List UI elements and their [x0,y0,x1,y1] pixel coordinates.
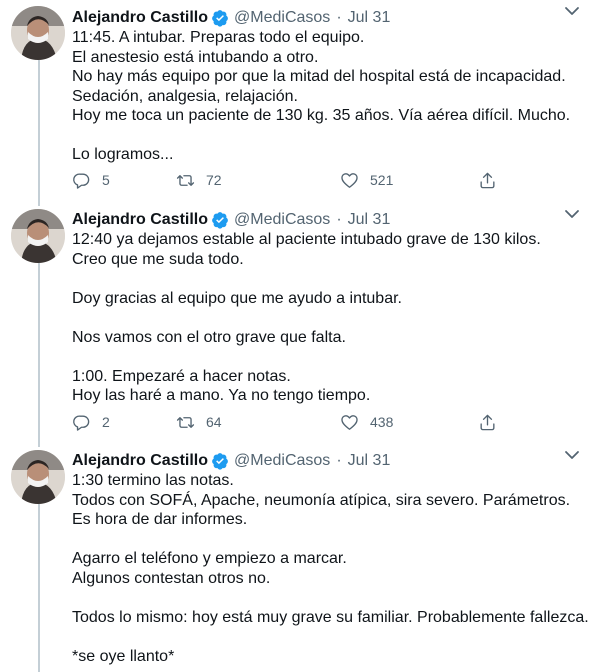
like-count: 438 [370,414,394,430]
tweet-line: Hoy las haré a mano. Ya no tengo tiempo. [72,387,371,404]
tweet-actions [72,169,512,191]
tweet-date[interactable]: Jul 31 [347,452,391,469]
tweet-line: Sedación, analgesia, relajación. [72,87,298,105]
blank-line [72,530,582,550]
retweet-count: 64 [206,414,222,430]
blank-line [72,627,582,647]
reply-count: 5 [102,172,110,188]
reply-button[interactable] [72,411,110,433]
retweet-button[interactable] [176,411,222,433]
blank-line [72,588,582,608]
separator-dot: · [336,9,342,26]
avatar[interactable] [11,450,65,504]
like-button[interactable] [340,411,393,433]
tweet-line: Agarro el teléfono y empiezo a marcar. [72,550,347,567]
author-name[interactable]: Alejandro Castillo [72,211,209,228]
like-count: 521 [370,172,394,188]
tweet-date[interactable]: Jul 31 [347,9,391,26]
blank-line [72,347,582,367]
blank-line [72,126,582,146]
tweet-line: No hay más equipo por que la mitad del hospital está de incapacidad. [72,68,566,85]
author-name[interactable]: Alejandro Castillo [72,452,209,469]
reply-count: 2 [102,414,110,430]
separator-dot: · [336,452,342,469]
share-icon [478,171,497,190]
tweet-line: Todos lo mismo: hoy está muy grave su familiar. Probablemente fallezca. [72,608,589,626]
author-handle[interactable]: @MediCasos [234,211,331,228]
reply-icon [72,413,91,432]
verified-badge-icon [211,211,229,229]
tweet-line: 1:00. Empezaré a hacer notas. [72,367,291,385]
retweet-button[interactable] [176,169,222,191]
blank-line [72,269,582,289]
separator-dot: · [336,211,342,228]
chevron-down-icon[interactable] [562,207,582,221]
tweet[interactable] [0,445,595,672]
verified-badge-icon [211,9,229,27]
tweet-line: Doy gracias al equipo que me ayudo a intubar. [72,289,402,307]
share-button[interactable] [478,169,497,191]
chevron-down-icon[interactable] [562,448,582,462]
author-handle[interactable]: @MediCasos [234,9,331,26]
blank-line [72,308,582,328]
tweet-text [72,471,589,666]
tweet-line: Algunos contestan otros no. [72,569,271,587]
tweet-line: Es hora de dar informes. [72,511,248,528]
avatar[interactable] [11,6,65,60]
reply-icon [72,171,91,190]
avatar[interactable] [11,209,65,263]
tweet-date[interactable]: Jul 31 [347,211,391,228]
retweet-count: 72 [206,172,222,188]
author-handle[interactable]: @MediCasos [234,452,331,469]
tweet-line: Todos con SOFÁ, Apache, neumonía atípica, sira severo. Parámetros. [72,491,571,509]
share-icon [478,413,497,432]
tweet-text [72,230,582,406]
tweet-line: 1:30 termino las notas. [72,472,234,489]
tweet-line: 12:40 ya dejamos estable al paciente intubado grave de 130 kilos. [72,231,541,248]
tweet-line: Nos vamos con el otro grave que falta. [72,328,346,346]
tweet-line: Lo logramos... [72,146,174,163]
tweet-line: El anestesio está intubando a otro. [72,48,319,66]
like-icon [340,413,359,432]
tweet-line: Creo que me suda todo. [72,250,244,268]
tweet-line: *se oye llanto* [72,647,175,665]
verified-badge-icon [211,452,229,470]
tweet-text [72,28,582,165]
chevron-down-icon[interactable] [562,4,582,18]
tweet-line: Hoy me toca un paciente de 130 kg. 35 años. Vía aérea difícil. Mucho. [72,107,571,124]
author-name[interactable]: Alejandro Castillo [72,9,209,26]
retweet-icon [176,413,195,432]
like-button[interactable] [340,169,393,191]
tweet-actions [72,411,512,433]
retweet-icon [176,171,195,190]
tweet[interactable] [0,0,595,205]
like-icon [340,171,359,190]
tweet[interactable] [0,205,595,445]
share-button[interactable] [478,411,497,433]
tweet-line: 11:45. A intubar. Preparas todo el equipo. [72,29,365,46]
reply-button[interactable] [72,169,110,191]
